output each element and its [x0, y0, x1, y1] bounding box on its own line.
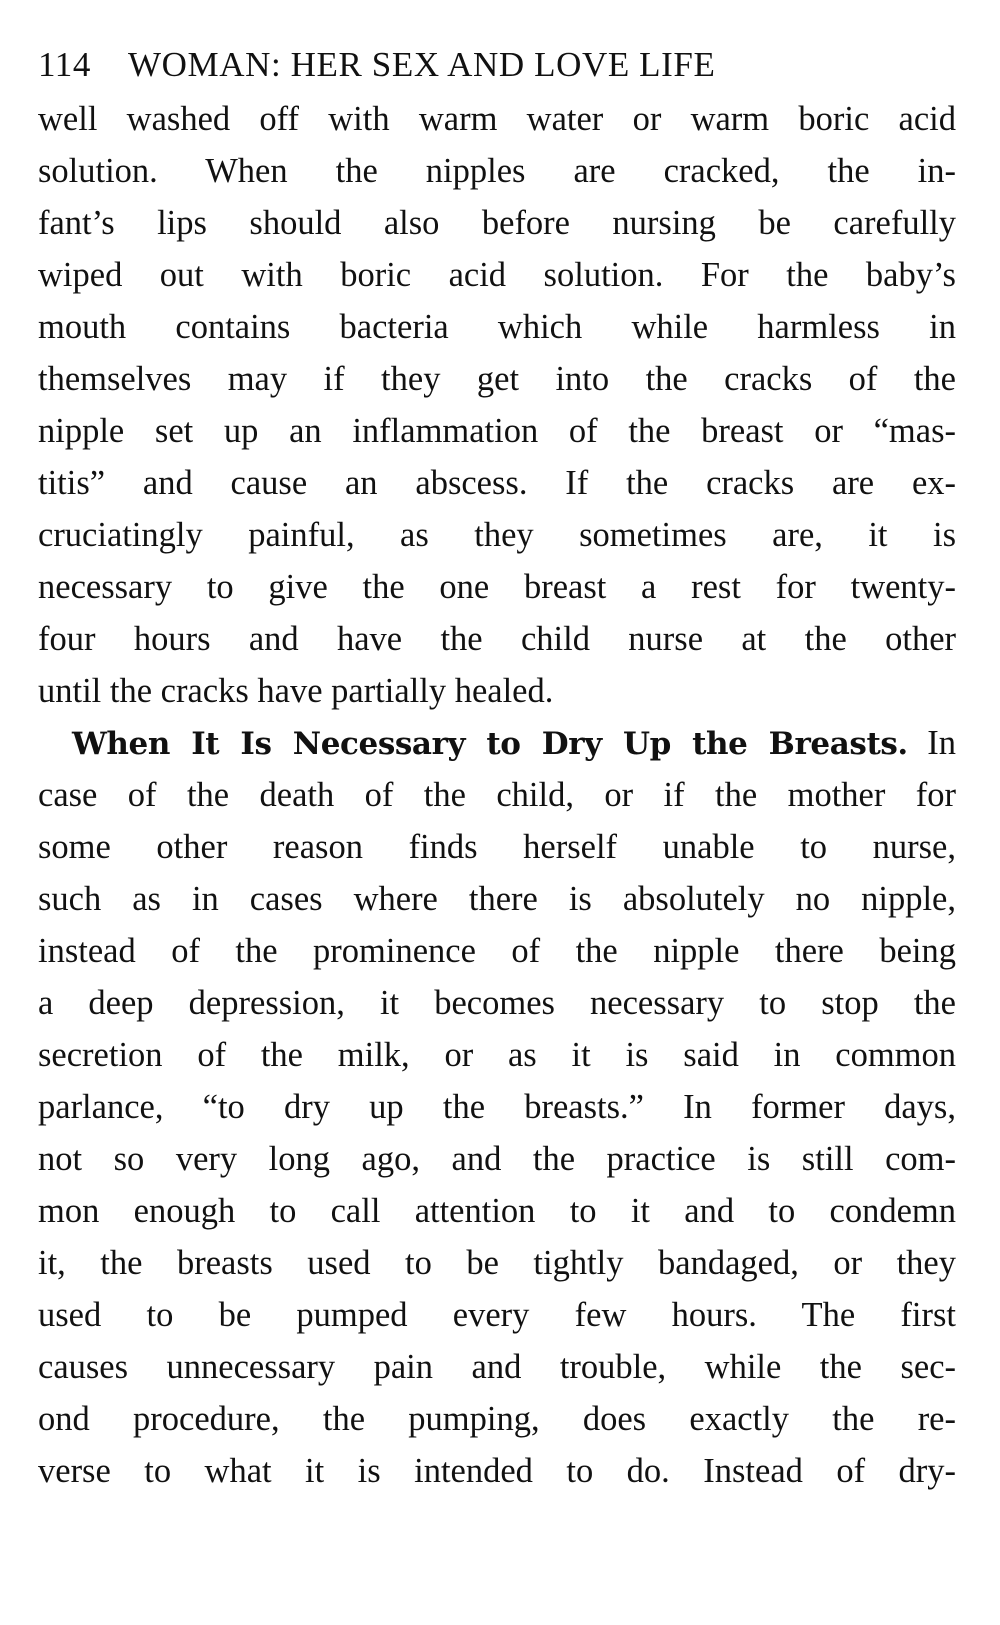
- text-line: some other reason finds herself unable to nurse,: [38, 828, 956, 866]
- text-line: used to be pumped every few hours. The first: [38, 1296, 956, 1334]
- body-text: [38, 93, 956, 1497]
- text-line: themselves may if they get into the cracks of the: [38, 360, 956, 398]
- section-first-line: [38, 717, 956, 769]
- section-first-line-rest: In: [927, 724, 957, 762]
- text-line: fant’s lips should also before nursing be carefully: [38, 204, 956, 242]
- page-number: 114: [38, 45, 92, 84]
- text-line: parlance, “to dry up the breasts.” In former days,: [38, 1088, 956, 1126]
- text-line: well washed off with warm water or warm boric acid: [38, 100, 956, 138]
- text-line: cruciatingly painful, as they sometimes are, it is: [38, 516, 956, 554]
- text-line: mouth contains bacteria which while harmless in: [38, 308, 956, 346]
- text-line: until the cracks have partially healed.: [38, 672, 554, 710]
- text-line: solution. When the nipples are cracked, the in-: [38, 152, 956, 190]
- text-line: not so very long ago, and the practice is still com-: [38, 1140, 956, 1178]
- text-line: nipple set up an inflammation of the breast or “mas-: [38, 412, 956, 450]
- paragraph-continued: [38, 93, 956, 717]
- text-line: instead of the prominence of the nipple there being: [38, 932, 956, 970]
- text-line: necessary to give the one breast a rest for twenty-: [38, 568, 956, 606]
- text-line: secretion of the milk, or as it is said in common: [38, 1036, 956, 1074]
- text-line: a deep depression, it becomes necessary to stop the: [38, 984, 956, 1022]
- section-heading: When It Is Necessary to Dry Up the Breasts.: [72, 726, 908, 762]
- text-line: case of the death of the child, or if the mother for: [38, 776, 956, 814]
- text-line: ond procedure, the pumping, does exactly the re-: [38, 1400, 956, 1438]
- text-line: titis” and cause an abscess. If the cracks are ex-: [38, 464, 956, 502]
- text-line: such as in cases where there is absolutely no nipple,: [38, 880, 956, 918]
- text-line: it, the breasts used to be tightly bandaged, or they: [38, 1244, 956, 1282]
- running-head: [38, 40, 956, 90]
- text-line: four hours and have the child nurse at the other: [38, 620, 956, 658]
- text-line: wiped out with boric acid solution. For the baby’s: [38, 256, 956, 294]
- running-title: WOMAN: HER SEX AND LOVE LIFE: [128, 45, 716, 84]
- text-line: mon enough to call attention to it and to condemn: [38, 1192, 956, 1230]
- text-line: causes unnecessary pain and trouble, while the sec-: [38, 1348, 956, 1386]
- book-page: [38, 40, 956, 1497]
- text-line: verse to what it is intended to do. Instead of dry-: [38, 1452, 956, 1490]
- section-paragraph: [38, 717, 956, 1497]
